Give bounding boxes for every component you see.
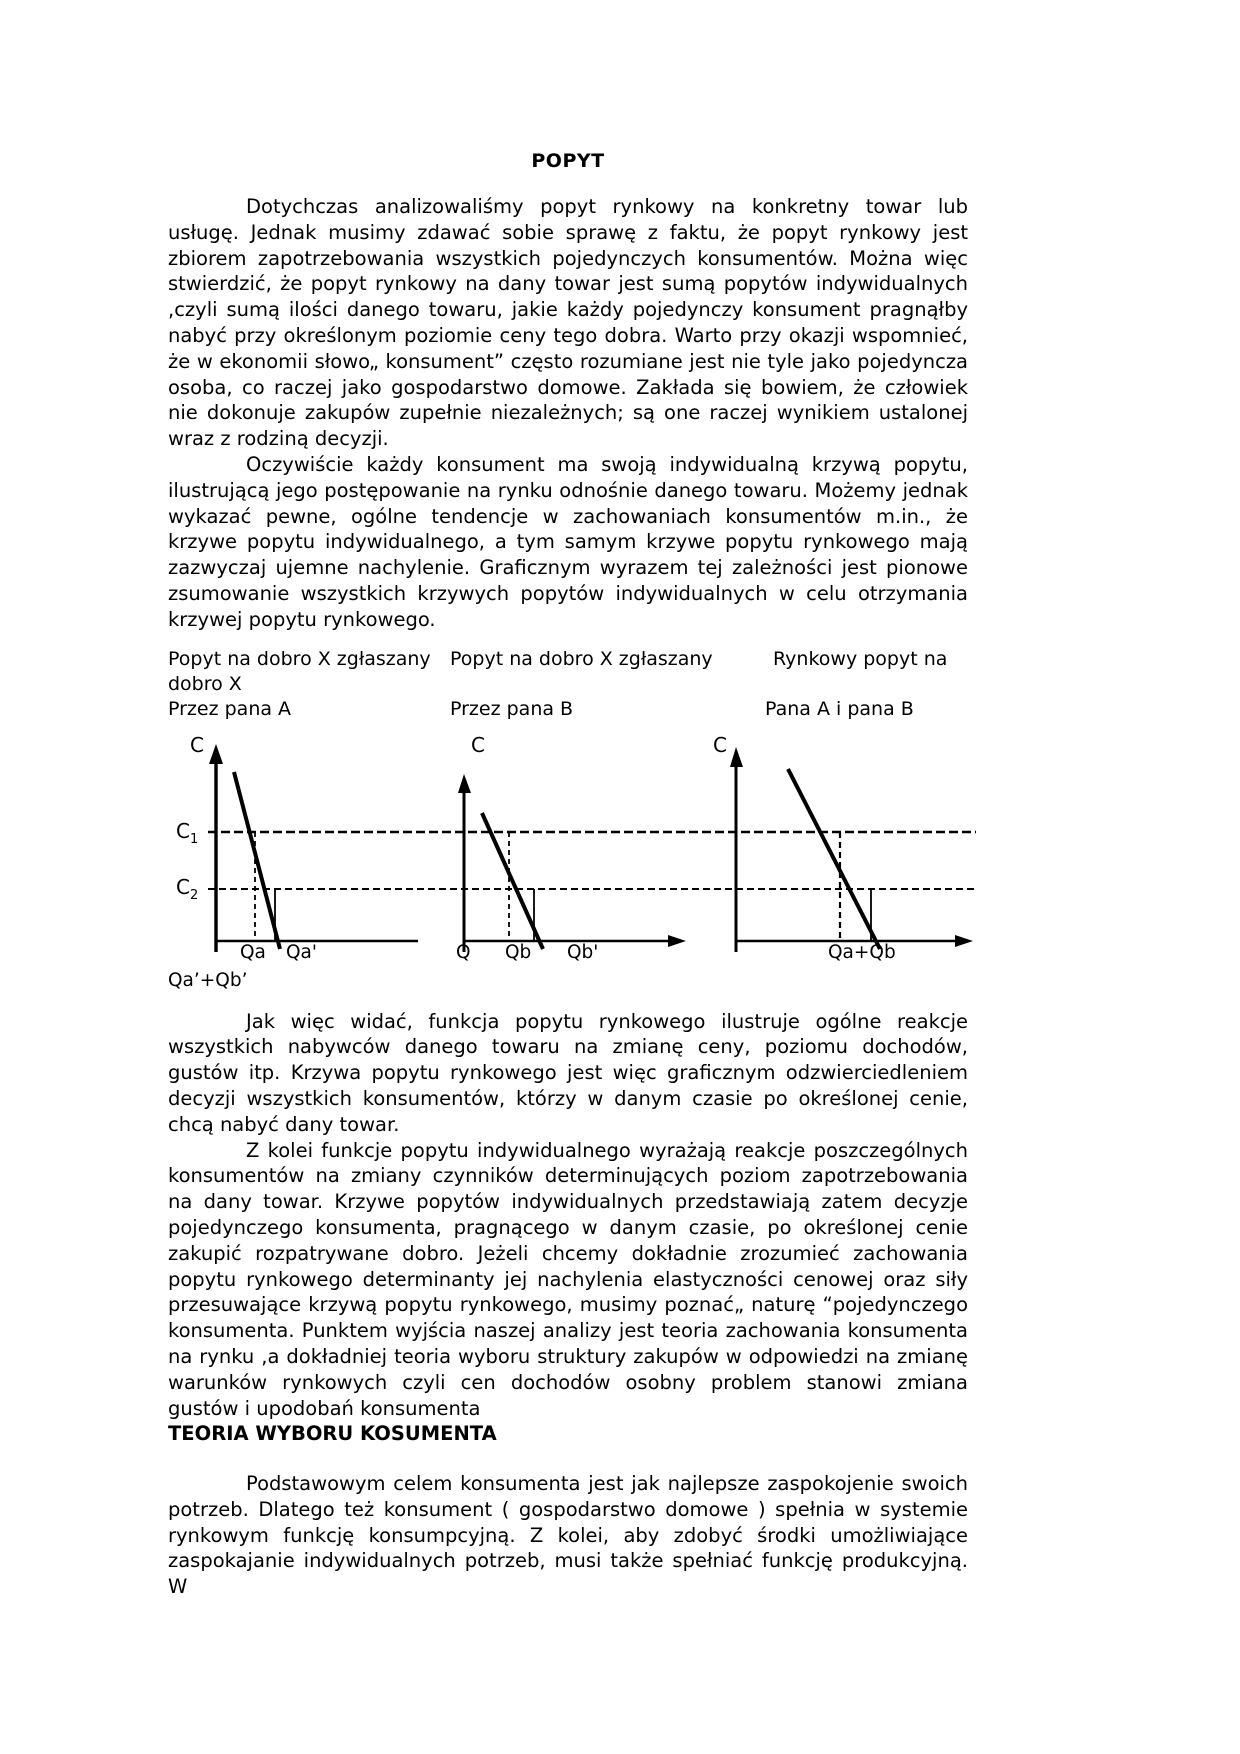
caption-panel-c-line1: Rynkowy popyt na	[773, 647, 948, 670]
section-heading-teoria: TEORIA WYBORU KOSUMENTA	[168, 1422, 497, 1446]
price-level-c1-label: $C_1$	[176, 818, 199, 847]
caption-panel-a-line2: dobro X	[168, 672, 242, 695]
panel-c-demand-curve	[788, 769, 880, 949]
tick-label-qa-prime: Qa'	[286, 941, 317, 963]
tick-label-qa-plus-qb: Qa+Qb	[828, 941, 896, 963]
tick-label-qb-prime: Qb'	[567, 941, 599, 963]
figure-captions	[168, 647, 968, 727]
demand-curves-figure	[168, 647, 968, 997]
tick-label-qa-qb-prime: Qa’+Qb’	[168, 969, 248, 991]
figure-plot-area	[168, 727, 978, 997]
panel-a-demand-curve	[234, 772, 280, 949]
paragraph-3: Jak więc widać, funkcja popytu rynkowego ilustruje ogólne reakcje wszystkich nabywców danego towaru na zmianę ceny, poziomu dochodów, gustów itp. Krzywa popytu rynkowego jest więc graficznym odzwierciedleniem decyzji wszystkich konsumentów, którzy w danym czasie po określonej cenie, chcą nabyć dany towar.	[168, 1009, 968, 1136]
document-content	[168, 150, 968, 1600]
caption-panel-a-line1: Popyt na dobro X zgłaszany	[168, 647, 431, 670]
paragraph-4: Z kolei funkcje popytu indywidualnego wyrażają reakcje poszczególnych konsumentów na zmiany czynników determinujących poziom zapotrzebowania na dany towar. Krzywe popytów indywidualnych przedstawiają zatem decyzje pojedynczego konsumenta, pragnącego w danym czasie, po określonej cenie zakupić rozpatrywane dobro. Jeżeli chcemy dokładnie zrozumieć zachowania popytu rynkowego determinanty jej nachylenia elastyczności cenowej oraz siły przesuwające krzywą popytu rynkowego, musimy poznać„ naturę “pojedynczego konsumenta. Punktem wyjścia naszej analizy jest teoria zachowania konsumenta na rynku ,a dokładniej teoria wyboru struktury zakupów w odpowiedzi na zmianę warunków rynkowych czyli cen dochodów osobny problem stanowi zmiana gustów i upodobań konsumenta	[168, 1138, 968, 1420]
page-title: POPYT	[531, 150, 605, 172]
panel-b-y-axis-arrow	[458, 774, 471, 793]
y-axis-label-panel-b: C	[471, 732, 485, 757]
panel-c-y-axis-arrow	[730, 747, 743, 767]
paragraph-5: Podstawowym celem konsumenta jest jak najlepsze zaspokojenie swoich potrzeb. Dlatego też konsument ( gospodarstwo domowe ) spełnia w systemie rynkowym funkcję konsumpcyjną. Z kolei, aby zdobyć środki umożliwiające zaspokajanie indywidualnych potrzeb, musi także spełniać funkcję produkcyjną. W	[168, 1472, 968, 1599]
panel-c-x-axis-arrow	[955, 935, 973, 947]
tick-label-q: Q	[456, 941, 471, 963]
y-axis-label-panel-a: C	[190, 732, 204, 757]
caption-panel-b-line3: Przez pana B	[450, 697, 574, 720]
caption-panel-b-line1: Popyt na dobro X zgłaszany	[450, 647, 713, 670]
tick-label-qb: Qb	[505, 941, 532, 963]
panel-a-y-axis-arrow	[209, 744, 223, 764]
price-level-c2-label: $C_2$	[176, 874, 199, 903]
caption-panel-a-line3: Przez pana A	[168, 697, 292, 720]
paragraph-2: Oczywiście każdy konsument ma swoją indywidualną krzywą popytu, ilustrującą jego postępowanie na rynku odnośnie danego towaru. Możemy jednak wykazać pewne, ogólne tendencje w zachowaniach konsumentów m.in., że krzywe popytu indywidualnego, a tym samym krzywe popytu rynkowego mają zazwyczaj ujemne nachylenie. Graficznym wyrazem tej zależności jest pionowe zsumowanie wszystkich krzywych popytów indywidualnych w celu otrzymania krzywej popytu rynkowego.	[168, 452, 968, 631]
paragraph-1: Dotychczas analizowaliśmy popyt rynkowy na konkretny towar lub usługę. Jednak musimy zdawać sobie sprawę z faktu, że popyt rynkowy jest zbiorem zapotrzebowania wszystkich pojedynczych konsumentów. Można więc stwierdzić, że popyt rynkowy na dany towar jest sumą popytów indywidualnych ,czyli sumą ilości danego towaru, jakie każdy pojedynczy konsument pragnąłby nabyć przy określonym poziomie ceny tego dobra. Warto przy okazji wspomnieć, że w ekonomii słowo„ konsument” często rozumiane jest nie tyle jako pojedyncza osoba, co raczej jako gospodarstwo domowe. Zakłada się bowiem, że człowiek nie dokonuje zakupów zupełnie niezależnych; są one raczej wynikiem ustalonej wraz z rodziną decyzji.	[168, 195, 968, 451]
tick-label-qa: Qa	[240, 941, 266, 963]
caption-panel-c-line3: Pana A i pana B	[765, 697, 914, 720]
panel-b-x-axis-arrow	[668, 935, 686, 947]
y-axis-label-panel-c: C	[713, 732, 727, 757]
